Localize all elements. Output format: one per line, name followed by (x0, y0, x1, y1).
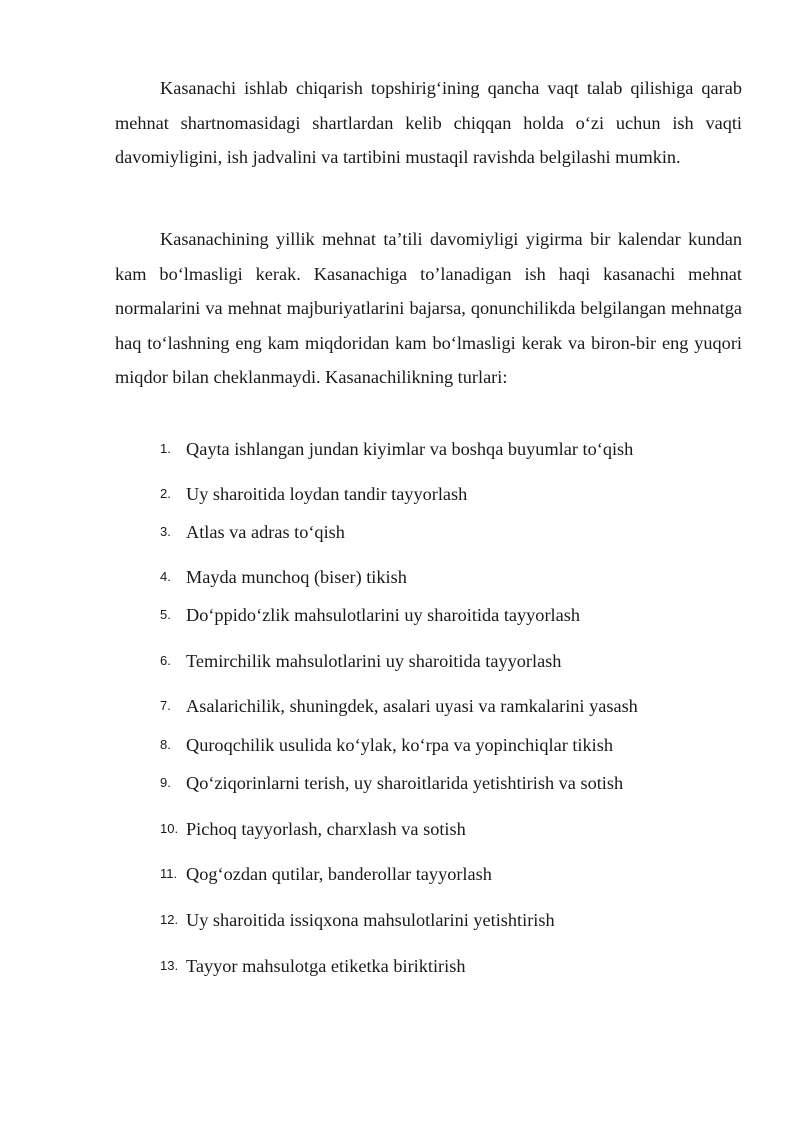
list-item-text: Mayda munchoq (biser) tikish (186, 567, 407, 587)
list-item-text: Quroqchilik usulida ko‘ylak, ko‘rpa va yopinchiqlar tikish (186, 735, 613, 755)
list-item (0, 730, 800, 760)
list-item-number: 13. (160, 958, 179, 973)
list-item-number: 1. (160, 441, 171, 456)
list-item-number: 7. (160, 698, 171, 713)
list-item-number: 5. (160, 607, 171, 622)
list-item (0, 479, 800, 509)
list-item-number: 12. (160, 912, 179, 927)
list-item (0, 562, 800, 592)
list-item (0, 814, 800, 844)
list-item-text: Qo‘ziqorinlarni terish, uy sharoitlarida yetishtirish va sotish (186, 773, 624, 793)
list-item-text: Do‘ppido‘zlik mahsulotlarini uy sharoitida tayyorlash (186, 605, 580, 625)
list-item (0, 600, 800, 630)
list-item (0, 691, 800, 721)
list-item (0, 859, 800, 889)
list-item (0, 646, 800, 676)
list-item-text: Tayyor mahsulotga etiketka biriktirish (186, 956, 466, 976)
list-item-text: Uy sharoitida loydan tandir tayyorlash (186, 484, 468, 504)
list-item-number: 4. (160, 569, 171, 584)
list-item-number: 11. (160, 866, 178, 881)
list-item-number: 2. (160, 486, 171, 501)
list-item-text: Asalarichilik, shuningdek, asalari uyasi va ramkalarini yasash (186, 696, 638, 716)
list-item-text: Qayta ishlangan jundan kiyimlar va boshqa buyumlar to‘qish (186, 439, 634, 459)
list-item-number: 10. (160, 821, 179, 836)
list-item-text: Temirchilik mahsulotlarini uy sharoitida tayyorlash (186, 651, 562, 671)
list-item-number: 8. (160, 737, 171, 752)
list-item (0, 951, 800, 981)
list-item-number: 6. (160, 653, 171, 668)
list-item-text: Atlas va adras to‘qish (186, 522, 345, 542)
list-item-text: Qog‘ozdan qutilar, banderollar tayyorlash (186, 864, 492, 884)
list-item (0, 434, 800, 464)
list-item-text: Uy sharoitida issiqxona mahsulotlarini yetishtirish (186, 910, 555, 930)
list-item (0, 905, 800, 935)
list-item-number: 9. (160, 775, 171, 790)
list-item-text: Pichoq tayyorlash, charxlash va sotish (186, 819, 466, 839)
list-item-number: 3. (160, 524, 171, 539)
list-item (0, 768, 800, 798)
paragraph-annual-leave: Kasanachining yillik mehnat ta’tili davomiyligi yigirma bir kalendar kundan kam bo‘lmasligi kerak. Kasanachiga to’lanadigan ish haqi kasanachi mehnat normalarini va mehnat majburiyatlarini bajarsa, qonunchilikda belgilangan mehnatga haq to‘lashning eng kam miqdoridan kam bo‘lmasligi kerak va biron-bir eng yuqori miqdor bilan cheklanmaydi. Kasanachilikning turlari: (115, 229, 742, 387)
list-item (0, 517, 800, 547)
paragraph-work-schedule: Kasanachi ishlab chiqarish topshirig‘ining qancha vaqt talab qilishiga qarab mehnat shartnomasidagi shartlardan kelib chiqqan holda o‘zi uchun ish vaqti davomiyligini, ish jadvalini va tartibini mustaqil ravishda belgilashi mumkin. (115, 78, 742, 167)
